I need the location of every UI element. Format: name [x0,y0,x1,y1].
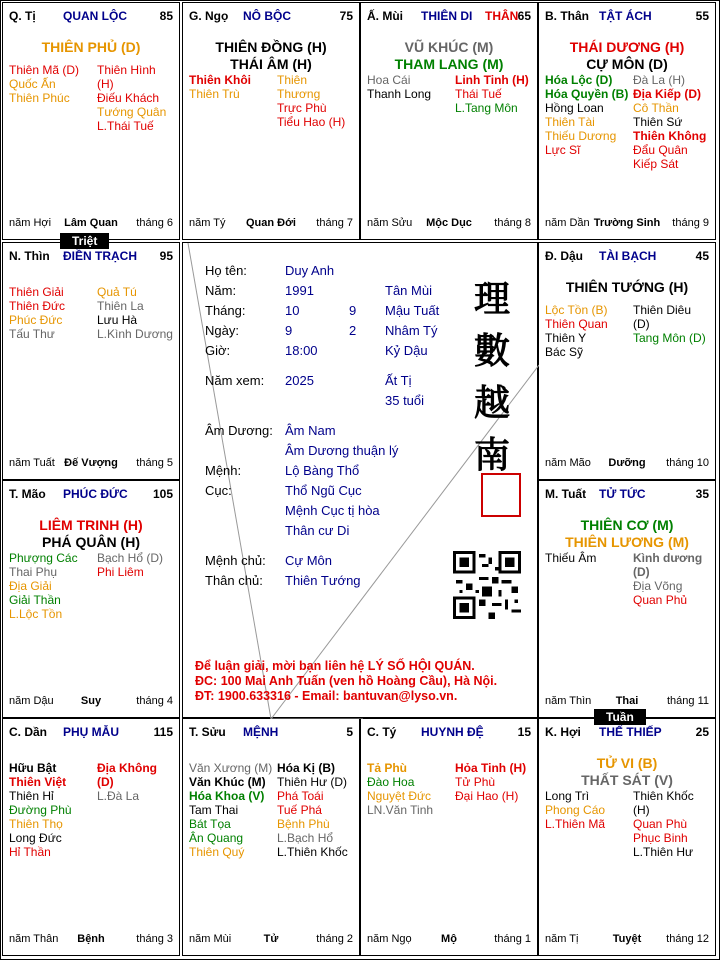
minor-star: Phong Cáo [545,803,606,817]
value-cuc: Thổ Ngũ Cục [285,483,362,498]
label-cuc: Cục: [205,483,232,498]
footer-stage: Lâm Quan [64,217,118,229]
minor-star: Thiên Khốc (H) [633,789,694,817]
brand-calligraphy [467,273,517,481]
palace-age: 75 [339,9,353,23]
main-stars [539,755,715,789]
value-ngay-am: 2 [349,323,357,338]
footer-stage: Trường Sinh [593,217,661,229]
minor-star: Địa Giải [9,579,52,593]
minor-star: Thanh Long [367,87,432,101]
palace-header [9,725,173,741]
palace-footer [9,217,173,231]
palace-cell-thin [2,242,180,480]
palace-can-chi: K. Hợi [545,725,581,739]
minor-star: Bác Sỹ [545,345,584,359]
palace-cell-mui [360,2,538,240]
footer-month: tháng 4 [136,695,173,707]
minor-star: L.Thiên Hư [633,845,694,859]
footer-month: tháng 10 [666,457,709,469]
minor-star: Thái Tuế [455,87,502,101]
minor-star: Phá Toái [277,789,324,803]
footer-year: năm Tuất [9,457,55,469]
brand-char: 理 [473,278,510,320]
footer-month: tháng 9 [672,217,709,229]
value-menh-chu: Cự Môn [285,553,332,568]
main-star: VŨ KHÚC (M) [404,39,494,55]
minor-star: Nguyệt Đức [367,789,432,803]
footer-month: tháng 2 [316,933,353,945]
footer-year: năm Dần [545,217,590,229]
red-seal-icon [481,473,521,517]
palace-header [545,249,709,265]
footer-year: năm Thìn [545,695,592,707]
minor-star: Phục Binh [633,831,688,845]
minor-star: Thiên Diêu (D) [633,303,692,331]
minor-star: Tả Phù [367,761,408,775]
minor-star: Bạch Hổ (D) [97,551,164,565]
minor-stars-right [97,63,173,133]
main-stars [183,39,359,73]
value-menh: Lộ Bàng Thổ [285,463,360,478]
main-star: THIÊN TƯỚNG (H) [565,279,689,295]
minor-star: Tiểu Hao (H) [277,115,346,129]
minor-star: Trực Phù [277,101,327,115]
palace-can-chi: C. Dần [9,725,48,739]
minor-star: Tấu Thư [9,327,55,341]
main-star: THÁI DƯƠNG (H) [569,39,685,55]
minor-star: Lưu Hà [97,313,138,327]
main-star: TỬ VI (B) [596,755,658,771]
palace-name: ĐIỀN TRẠCH [63,249,137,263]
minor-star: Long Trì [545,789,590,803]
minor-stars-right [97,285,173,341]
palace-header [367,9,531,25]
footer-month: tháng 1 [494,933,531,945]
minor-stars-right [97,761,173,803]
minor-star: Hữu Bật [9,761,57,775]
palace-name: TỬ TỨC [599,487,646,501]
value-ngay-can: Nhâm Tý [385,323,438,338]
value-than-chu: Thiên Tướng [285,573,361,588]
minor-star: Thiên Sứ [633,115,683,129]
palace-name: QUAN LỘC [63,9,127,23]
label-than-chu: Thân chủ: [205,573,263,588]
label-ho-ten: Họ tên: [205,263,247,278]
palace-can-chi: N. Thìn [9,249,50,263]
footer-month: tháng 7 [316,217,353,229]
center-info-panel [182,242,538,718]
palace-cell-than [538,2,716,240]
minor-stars-right [633,303,709,345]
value-nam: 1991 [285,283,314,298]
value-nam-xem: 2025 [285,373,314,388]
minor-star: L.Kình Dương [97,327,173,341]
label-nam-xem: Năm xem: [205,373,265,388]
contact-line-3: ĐT: 1900.633316 - Email: bantuvan@lyso.vn. [195,689,458,703]
palace-footer [545,933,709,947]
palace-can-chi: Đ. Dậu [545,249,584,263]
palace-header [189,725,353,741]
footer-stage: Thai [615,695,639,707]
palace-can-chi: G. Ngọ [189,9,229,23]
minor-star: Thiếu Dương [545,129,617,143]
palace-age: 15 [517,725,531,739]
triet-tag: Triệt [60,233,109,249]
palace-name: TÀI BẠCH [599,249,657,263]
minor-stars-right [633,789,709,859]
palace-name: TẬT ÁCH [599,9,652,23]
minor-star: Thiên Khôi [189,73,251,87]
footer-stage: Quan Đới [246,217,296,229]
minor-stars-right [455,73,531,115]
palace-footer [545,695,709,709]
palace-age: 55 [695,9,709,23]
minor-star: L.Tang Môn [455,101,518,115]
value-nam-xem-can: Ất Tị [385,373,412,388]
minor-star: Địa Không (D) [97,761,157,789]
contact-block [195,659,497,704]
palace-can-chi: B. Thân [545,9,589,23]
label-gio: Giờ: [205,343,231,358]
minor-star: Thai Phụ [9,565,58,579]
minor-stars-right [277,73,353,129]
footer-stage: Tuyệt [612,933,642,945]
palace-footer [9,933,173,947]
minor-star: Tuế Phá [277,803,322,817]
minor-star: Quả Tú [97,285,137,299]
footer-month: tháng 12 [666,933,709,945]
palace-age: 105 [152,487,173,501]
palace-name: MỆNH [243,725,279,739]
minor-star: Phúc Đức [9,313,63,327]
palace-name: PHÚC ĐỨC [63,487,128,501]
palace-can-chi: T. Mão [9,487,46,501]
palace-cell-dan [2,718,180,956]
minor-star: LN.Văn Tinh [367,803,434,817]
minor-star: Thiên Y [545,331,587,345]
value-cuc-3: Thân cư Di [285,523,350,538]
palace-header [9,249,173,265]
minor-star: Tử Phù [455,775,496,789]
minor-stars-right [633,73,709,171]
main-star: THIÊN ĐỒNG (H) [215,39,327,55]
value-am-duong-2: Âm Dương thuận lý [285,443,399,458]
palace-age: 115 [153,725,173,739]
value-gio-can: Kỷ Dậu [385,343,428,358]
minor-stars-right [455,761,531,803]
contact-line-1: Để luận giải, mời bạn liên hệ LÝ SỐ HỘI QUÁN. [195,659,475,673]
palace-age: 95 [159,249,173,263]
palace-footer [545,217,709,231]
value-thang-can: Mậu Tuất [385,303,440,318]
label-nam: Năm: [205,283,237,298]
footer-year: năm Tý [189,217,226,229]
palace-cell-suu [182,718,360,956]
minor-star: Tướng Quân [97,105,167,119]
footer-year: năm Dậu [9,695,54,707]
minor-star: Tam Thai [189,803,239,817]
minor-star: Hoa Cái [367,73,411,87]
minor-star: Thiên Hư (D) [277,775,348,789]
minor-star: Cô Thần [633,101,679,115]
palace-footer [545,457,709,471]
minor-star: Địa Kiếp (D) [633,87,702,101]
footer-month: tháng 5 [136,457,173,469]
footer-year: năm Sửu [367,217,413,229]
footer-year: năm Hợi [9,217,52,229]
palace-cell-mao [2,480,180,718]
minor-star: Thiên Thương [277,73,321,101]
minor-star: Thiên Hỉ [9,789,54,803]
palace-age: 45 [695,249,709,263]
minor-star: L.Lộc Tồn [9,607,63,621]
minor-star: Phượng Các [9,551,78,565]
footer-stage: Mộc Dục [426,217,472,229]
minor-star: L.Thiên Mã [545,817,606,831]
palace-footer [9,457,173,471]
minor-star: Thiên Mã (D) [9,63,80,77]
minor-star: Văn Xương (M) [189,761,273,775]
minor-star: Thiên Phúc [9,91,70,105]
label-am-duong: Âm Dương: [205,423,273,438]
minor-star: Đào Hoa [367,775,415,789]
palace-header [545,487,709,503]
minor-star: Đại Hao (H) [455,789,519,803]
brand-char: 南 [473,434,510,476]
palace-cell-ty [2,2,180,240]
footer-stage: Dưỡng [608,457,646,469]
footer-year: năm Mùi [189,933,232,945]
minor-stars-right [633,551,709,607]
palace-can-chi: Ấ. Mùi [367,9,403,23]
minor-star: Giải Thần [9,593,61,607]
minor-star: Thiên Đức [9,299,66,313]
minor-star: Phi Liêm [97,565,144,579]
minor-stars-right [277,761,353,859]
footer-month: tháng 6 [136,217,173,229]
minor-star: Hồng Loan [545,101,604,115]
minor-star: Tang Môn (D) [633,331,706,345]
main-stars [3,39,179,56]
palace-footer [367,933,531,947]
palace-age: 85 [159,9,173,23]
minor-star: L.Bạch Hổ [277,831,334,845]
palace-header [9,9,173,25]
brand-char: 數 [473,330,510,372]
palace-header [9,487,173,503]
minor-star: Điếu Khách [97,91,160,105]
minor-star: Thiên Trù [189,87,240,101]
palace-cell-hoi [538,718,716,956]
minor-star: Hóa Kị (B) [277,761,335,775]
minor-star: Quốc Ấn [9,77,56,91]
footer-stage: Mộ [441,933,457,945]
palace-cell-ty2 [360,718,538,956]
main-stars [539,279,715,296]
label-ngay: Ngày: [205,323,239,338]
palace-age: 35 [695,487,709,501]
main-star: THẤT SÁT (V) [581,772,673,788]
palace-footer [9,695,173,709]
minor-star: Long Đức [9,831,62,845]
footer-year: năm Mão [545,457,591,469]
value-tuoi: 35 tuổi [385,393,425,408]
palace-age: 5 [346,725,353,739]
value-nam-can: Tân Mùi [385,283,432,298]
palace-header [189,9,353,25]
footer-stage: Bệnh [77,933,105,945]
minor-star: Đà La (H) [633,73,686,87]
minor-star: Thiên La [97,299,144,313]
minor-star: Thiên Hình (H) [97,63,156,91]
palace-header [367,725,531,741]
minor-star: Lực Sĩ [545,143,581,157]
main-star: LIÊM TRINH (H) [39,517,143,533]
minor-star: Bệnh Phù [277,817,330,831]
footer-month: tháng 3 [136,933,173,945]
palace-name: NÔ BỘC [243,9,291,23]
palace-age: 25 [695,725,709,739]
label-menh-chu: Mệnh chủ: [205,553,266,568]
palace-footer [367,217,531,231]
minor-star: Thiên Không [633,129,707,143]
palace-can-chi: T. Sửu [189,725,226,739]
footer-year: năm Tị [545,933,579,945]
minor-star: Đường Phù [9,803,72,817]
main-stars [539,517,715,551]
minor-star: Đẩu Quân [633,143,688,157]
footer-month: tháng 8 [494,217,531,229]
palace-footer [189,933,353,947]
value-am-duong: Âm Nam [285,423,336,438]
minor-star: Thiên Việt [9,775,67,789]
palace-name: THẾ THIẾP [599,725,662,739]
tuan-tag: Tuần [594,709,646,725]
minor-star: Kiếp Sát [633,157,679,171]
label-menh: Mệnh: [205,463,242,478]
minor-star: Kình dương (D) [633,551,703,579]
palace-cell-ngo [182,2,360,240]
main-star: PHÁ QUÂN (H) [42,534,140,550]
palace-cell-dau [538,242,716,480]
footer-month: tháng 11 [666,695,709,707]
main-star: THIÊN LƯƠNG (M) [565,534,689,550]
value-cuc-2: Mệnh Cục tị hòa [285,503,380,518]
palace-header [545,9,709,25]
palace-age: 65 [517,9,531,23]
than-marker: THÂN [485,9,519,23]
palace-can-chi: C. Tý [367,725,397,739]
main-stars [3,517,179,551]
palace-can-chi: Q. Tị [9,9,36,23]
minor-star: Bát Tọa [189,817,231,831]
minor-star: Lộc Tồn (B) [545,303,608,317]
main-star: CỰ MÔN (D) [586,56,668,72]
footer-stage: Đế Vượng [64,457,118,469]
footer-year: năm Ngọ [367,933,412,945]
minor-star: Hỏa Tinh (H) [455,761,527,775]
palace-cell-tuat [538,480,716,718]
label-thang: Tháng: [205,303,246,318]
minor-star: Thiên Quan [545,317,608,331]
minor-star: Địa Võng [633,579,683,593]
minor-star: Hóa Lộc (D) [545,73,613,87]
footer-stage: Tử [263,933,279,945]
palace-name: THIÊN DI [421,9,473,23]
minor-star: Văn Khúc (M) [189,775,266,789]
minor-star: Thiên Quý [189,845,245,859]
footer-stage: Suy [80,695,102,707]
main-star: THIÊN PHỦ (D) [41,39,141,55]
palace-header [545,725,709,741]
minor-star: Linh Tinh (H) [455,73,529,87]
contact-line-2: ĐC: 100 Mai Anh Tuấn (ven hồ Hoàng Cầu), Hà Nội. [195,674,498,688]
value-thang: 10 [285,303,300,318]
palace-footer [189,217,353,231]
main-star: THÁI ÂM (H) [230,56,312,72]
minor-star: Quan Phù [633,817,688,831]
footer-year: năm Thân [9,933,59,945]
brand-char: 越 [473,382,510,424]
value-ngay: 9 [285,323,293,338]
minor-star: L.Thái Tuế [97,119,154,133]
minor-star: Hóa Khoa (V) [189,789,265,803]
value-gio: 18:00 [285,343,318,358]
minor-star: Hỉ Thần [9,845,51,859]
main-stars [539,39,715,73]
minor-star: L.Thiên Khốc [277,845,348,859]
minor-star: Ân Quang [189,831,244,845]
minor-star: Thiên Tài [545,115,595,129]
main-stars [361,39,537,73]
qr-code-icon [453,551,521,619]
minor-star: Thiên Giải [9,285,64,299]
minor-star: L.Đà La [97,789,140,803]
palace-name: PHỤ MẪU [63,725,119,739]
value-thang-am: 9 [349,303,357,318]
minor-star: Quan Phủ [633,593,688,607]
palace-name: HUYNH ĐỆ [421,725,484,739]
value-ho-ten: Duy Anh [285,263,335,278]
minor-star: Thiên Thọ [9,817,63,831]
palace-can-chi: M. Tuất [545,487,587,501]
minor-star: Thiếu Âm [545,551,597,565]
main-star: THAM LANG (M) [394,56,504,72]
main-star: THIÊN CƠ (M) [580,517,674,533]
minor-star: Hóa Quyền (B) [545,87,629,101]
minor-stars-right [97,551,173,579]
